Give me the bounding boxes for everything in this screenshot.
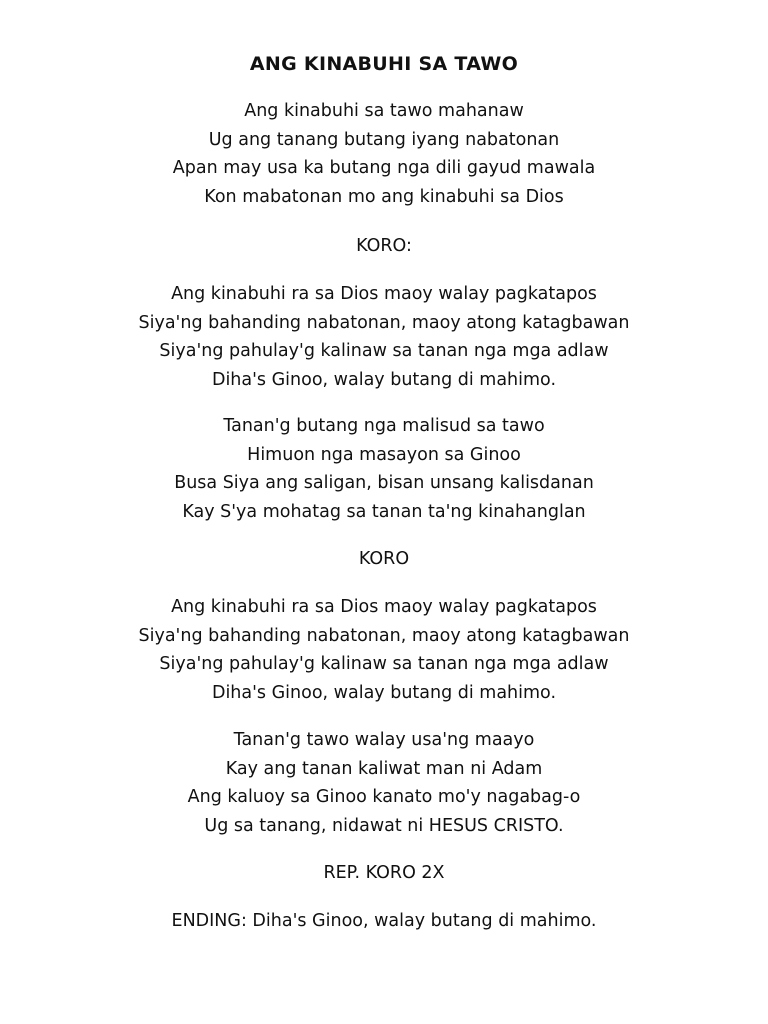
verse-3 [0, 726, 768, 840]
verse-line: Kay S'ya mohatag sa tanan ta'ng kinahanglan [182, 501, 586, 522]
verse-line: Kay ang tanan kaliwat man ni Adam [225, 758, 543, 779]
verse-2 [0, 412, 768, 526]
chorus-line: Siya'ng bahanding nabatonan, maoy atong katagbawan [138, 312, 630, 333]
verse-line: Apan may usa ka butang nga dili gayud mawala [172, 158, 596, 178]
verse-line: Ang kinabuhi sa tawo mahanaw [244, 101, 524, 121]
verse-line: Ang kaluoy sa Ginoo kanato mo'y nagabag-o [187, 787, 581, 807]
repeat-note [0, 859, 768, 888]
chorus-line: Ang kinabuhi ra sa Dios maoy walay pagkatapos [171, 597, 597, 617]
verse-line: Kon mabatonan mo ang kinabuhi sa Dios [204, 186, 564, 207]
ending-text: ENDING: Diha's Ginoo, walay butang di mahimo. [171, 911, 597, 931]
chorus-line: Diha's Ginoo, walay butang di mahimo. [211, 369, 557, 390]
chorus-1 [0, 280, 768, 394]
chorus-line: Siya'ng bahanding nabatonan, maoy atong katagbawan [138, 625, 630, 646]
ending [0, 907, 768, 936]
chorus-label-1 [0, 232, 768, 261]
section-label: KORO [358, 549, 410, 569]
verse-line: Himuon nga masayon sa Ginoo [247, 444, 521, 465]
chorus-2 [0, 593, 768, 707]
song-title: ANG KINABUHI SA TAWO [249, 53, 519, 75]
chorus-line: Diha's Ginoo, walay butang di mahimo. [211, 682, 557, 703]
verse-line: Tanan'g tawo walay usa'ng maayo [233, 730, 535, 750]
chorus-line: Siya'ng pahulay'g kalinaw sa tanan nga mga adlaw [159, 654, 609, 674]
repeat-note-text: REP. KORO 2X [323, 863, 445, 883]
section-label: KORO: [356, 236, 412, 256]
verse-1 [0, 97, 768, 211]
verse-line: Tanan'g butang nga malisud sa tawo [223, 416, 545, 436]
verse-line: Ug sa tanang, nidawat ni HESUS CRISTO. [204, 815, 564, 836]
chorus-line: Ang kinabuhi ra sa Dios maoy walay pagkatapos [171, 284, 597, 304]
chorus-line: Siya'ng pahulay'g kalinaw sa tanan nga mga adlaw [159, 341, 609, 361]
verse-line: Busa Siya ang saligan, bisan unsang kalisdanan [174, 473, 594, 493]
verse-line: Ug ang tanang butang iyang nabatonan [208, 129, 560, 150]
chorus-label-2 [0, 545, 768, 574]
